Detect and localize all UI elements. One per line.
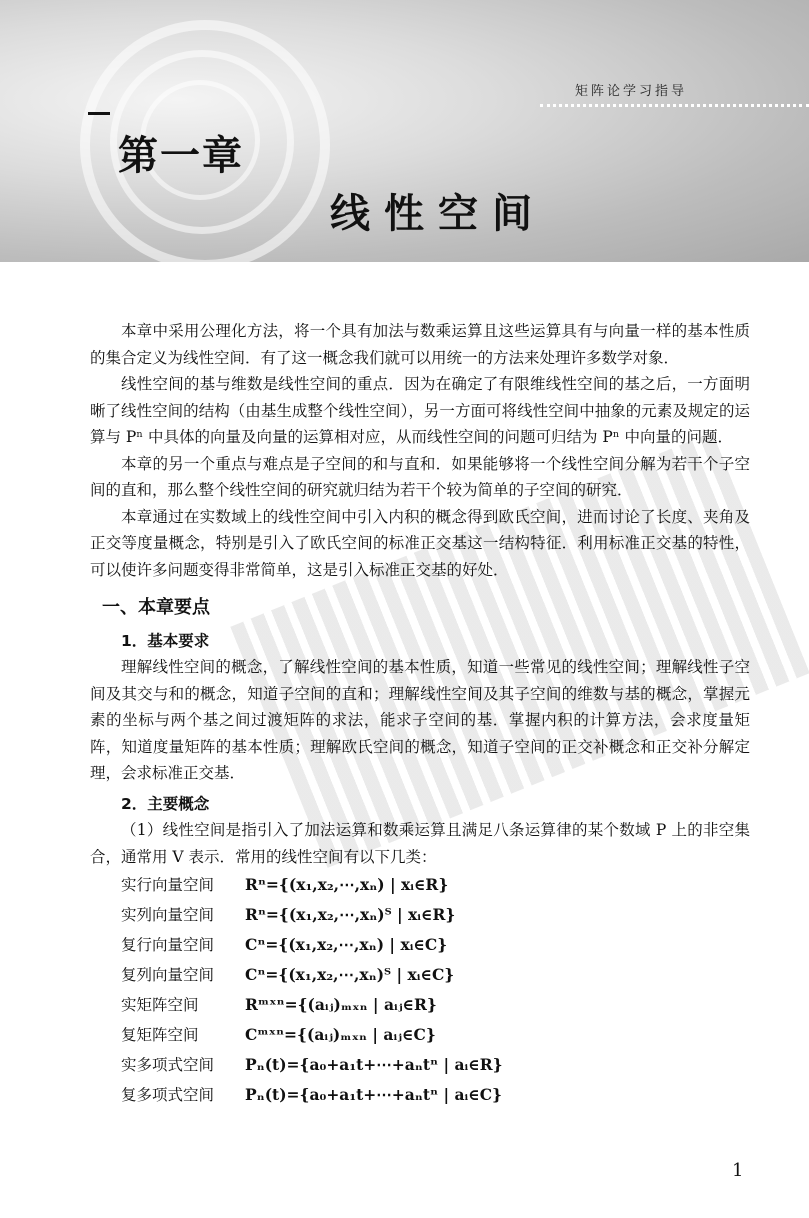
requirements-paragraph: 理解线性空间的概念，了解线性空间的基本性质，知道一些常见的线性空间；理解线性子空间及其交与和的概念，知道子空间的直和；理解线性空间及其子空间的维数与基的概念，掌握元素的坐标与两个基之间过渡矩阵的求法，能求子空间的基．掌握内积的计算方法，会求度量矩阵，知道度量矩阵的基本性质；理解欧氏空间的概念，知道子空间的正交补概念和正交补分解定理，会求标准正交基．	[90, 658, 750, 782]
section-heading: 一、本章要点	[102, 597, 210, 618]
space-name: 实行向量空间	[121, 875, 215, 894]
space-formula: Rⁿ={(x₁,x₂,⋯,xₙ) | xᵢ∈R}	[245, 874, 449, 894]
chapter-title: 线性空间	[330, 191, 546, 237]
intro-paragraph: 本章通过在实数域上的线性空间中引入内积的概念得到欧氏空间，进而讨论了长度、夹角及正交等度量概念，特别是引入了欧氏空间的标准正交基这一结构特征．利用标准正交基的特性，可以使许多问题变得非常简单，这是引入标准正交基的好处．	[90, 507, 750, 579]
space-formula: Cⁿ={(x₁,x₂,⋯,xₙ)ᵀ | xᵢ∈C}	[245, 964, 455, 984]
space-row	[90, 1050, 750, 1080]
space-row	[90, 870, 750, 900]
intro-paragraph: 线性空间的基与维数是线性空间的重点．因为在确定了有限维线性空间的基之后，一方面明晰了线性空间的结构（由基生成整个线性空间），另一方面可将线性空间中抽象的元素及规定的运算与 Pⁿ 中具体的向量及向量的运算相对应，从而线性空间的问题可归结为 Pⁿ 中向量的问题．	[90, 375, 750, 446]
space-name: 实多项式空间	[121, 1055, 215, 1074]
space-formula: Cᵐˣⁿ={(aᵢⱼ)ₘₓₙ | aᵢⱼ∈C}	[245, 1024, 436, 1044]
subsection-heading: 1．基本要求	[121, 631, 210, 650]
space-formula: Rᵐˣⁿ={(aᵢⱼ)ₘₓₙ | aᵢⱼ∈R}	[245, 994, 437, 1014]
space-formula: Pₙ(t)={a₀+a₁t+⋯+aₙtⁿ | aᵢ∈C}	[245, 1084, 503, 1104]
dotted-rule	[540, 104, 809, 107]
space-name: 实列向量空间	[121, 905, 215, 924]
space-row	[90, 1020, 750, 1050]
banner-rule	[88, 112, 110, 115]
concepts-paragraph: （1）线性空间是指引入了加法运算和数乘运算且满足八条运算律的某个数域 P 上的非空集合，通常用 V 表示．常用的线性空间有以下几类：	[90, 821, 750, 866]
chapter-banner	[0, 0, 809, 262]
space-row	[90, 990, 750, 1020]
page-number: 1	[732, 1160, 744, 1181]
subsection-heading: 2．主要概念	[121, 794, 210, 813]
page-body	[90, 318, 750, 1110]
intro-paragraph: 本章的另一个重点与难点是子空间的和与直和．如果能够将一个线性空间分解为若干个子空间的直和，那么整个线性空间的研究就归结为若干个较为简单的子空间的研究．	[90, 454, 750, 499]
space-row	[90, 960, 750, 990]
space-name: 实矩阵空间	[121, 995, 199, 1014]
series-title: 矩阵论学习指导	[575, 84, 688, 99]
space-row	[90, 930, 750, 960]
space-row	[90, 1080, 750, 1110]
space-name: 复矩阵空间	[121, 1025, 199, 1044]
space-name: 复多项式空间	[121, 1085, 215, 1104]
space-formula: Rⁿ={(x₁,x₂,⋯,xₙ)ᵀ | xᵢ∈R}	[245, 904, 456, 924]
space-row	[90, 900, 750, 930]
space-name: 复行向量空间	[121, 935, 215, 954]
space-formula: Cⁿ={(x₁,x₂,⋯,xₙ) | xᵢ∈C}	[245, 934, 448, 954]
space-name: 复列向量空间	[121, 965, 215, 984]
intro-paragraph: 本章中采用公理化方法，将一个具有加法与数乘运算且这些运算具有与向量一样的基本性质的集合定义为线性空间．有了这一概念我们就可以用统一的方法来处理许多数学对象．	[90, 322, 750, 367]
chapter-number: 第一章	[118, 133, 244, 179]
space-list	[90, 870, 750, 1110]
space-formula: Pₙ(t)={a₀+a₁t+⋯+aₙtⁿ | aᵢ∈R}	[245, 1054, 503, 1074]
